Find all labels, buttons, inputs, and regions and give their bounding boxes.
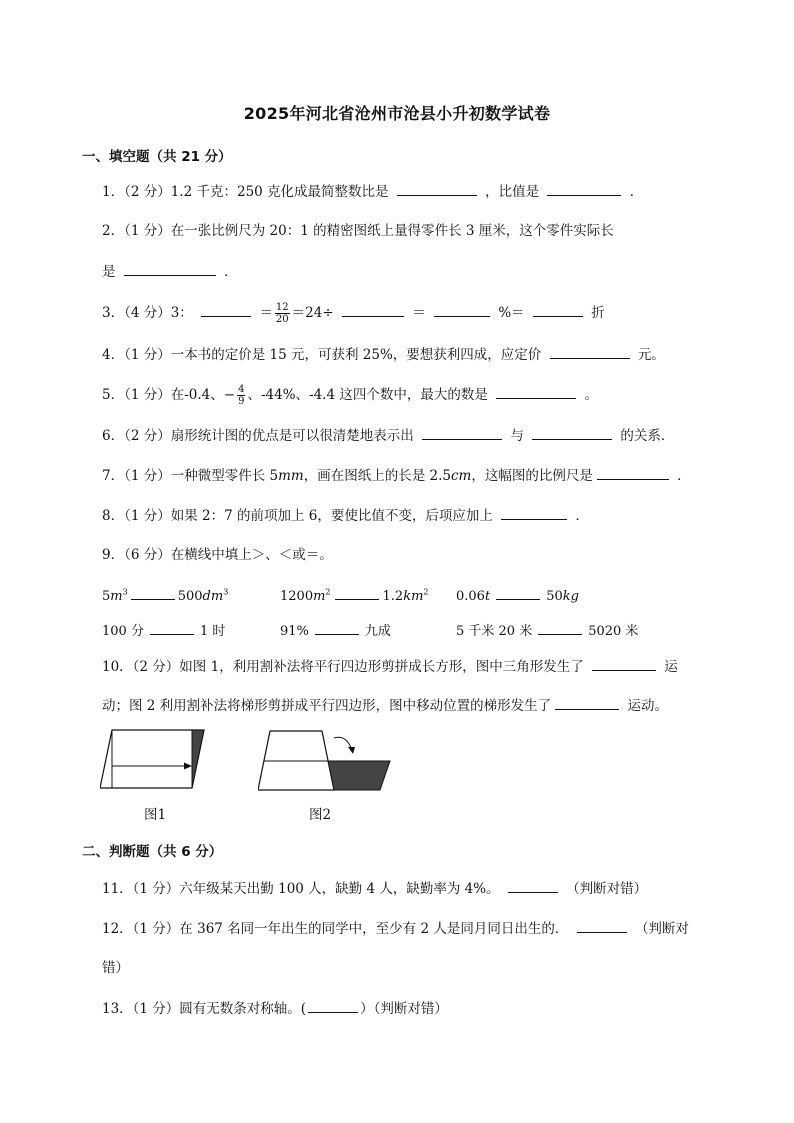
compare-item: 91% 九成	[280, 620, 391, 639]
question-text: 6．（2 分）扇形统计图的优点是可以很清楚地表示出	[102, 428, 414, 444]
compare-item: $5m^3$ $500dm^3$	[102, 585, 228, 604]
answer-blank[interactable]	[496, 585, 540, 600]
question-text: 13．（1 分）圆有无数条对称轴。(	[102, 1001, 307, 1017]
answer-blank[interactable]	[397, 181, 477, 196]
figure-2-caption: 图2	[309, 807, 332, 823]
question-6	[102, 425, 674, 446]
answer-blank[interactable]	[308, 998, 358, 1013]
answer-blank[interactable]	[315, 620, 359, 635]
question-text: 折	[591, 305, 605, 321]
compare-item: 100 分 1 时	[102, 620, 225, 639]
question-text: ，这幅图的比例尺是	[471, 468, 593, 484]
answer-blank[interactable]	[131, 585, 175, 600]
question-text: 。	[584, 387, 598, 403]
question-text: 9．（6 分）在横线中填上＞、＜或＝。	[102, 547, 333, 563]
question-4	[102, 344, 665, 365]
answer-blank[interactable]	[538, 620, 582, 635]
question-text: ＝24÷	[291, 305, 334, 321]
answer-blank[interactable]	[201, 302, 251, 317]
question-text: 7．（1 分）一种微型零件长 5	[102, 468, 279, 484]
question-text: 运动。	[627, 698, 668, 714]
answer-blank[interactable]	[597, 465, 669, 480]
question-2-cont	[102, 261, 238, 282]
question-10-cont	[102, 695, 668, 716]
question-12-cont	[102, 958, 129, 978]
answer-blank[interactable]	[124, 261, 216, 276]
answer-blank[interactable]	[335, 585, 379, 600]
answer-blank[interactable]	[150, 620, 194, 635]
question-text: 10．（2 分）如图 1，利用割补法将平行四边形剪拼成长方形，图中三角形发生了	[102, 659, 584, 675]
question-text: 是	[102, 264, 116, 280]
question-text: ．	[629, 184, 644, 200]
compare-item: 0.06t 50kg	[456, 585, 579, 604]
question-text: 的关系．	[620, 428, 675, 444]
question-text: 错）	[102, 960, 129, 976]
answer-blank[interactable]	[533, 302, 583, 317]
question-text: 4．（1 分）一本书的定价是 15 元，可获利 25%，要想获利四成，应定价	[102, 347, 542, 363]
question-text: 1．（2 分）1.2 千克：250 克化成最简整数比是	[102, 184, 389, 200]
question-3	[102, 302, 605, 325]
question-text: ，比值是	[485, 184, 540, 200]
question-7	[102, 465, 691, 486]
answer-blank[interactable]	[422, 425, 502, 440]
question-text: 与	[510, 428, 524, 444]
answer-blank[interactable]	[434, 302, 490, 317]
answer-blank[interactable]	[342, 302, 404, 317]
question-text: 、-44%、-4.4 这四个数中，最大的数是	[247, 387, 488, 403]
question-2	[102, 221, 614, 241]
question-1	[102, 181, 643, 202]
question-text: ．	[575, 508, 589, 524]
question-text: %＝	[498, 305, 525, 321]
answer-blank[interactable]	[547, 181, 621, 196]
question-text: ．	[224, 264, 238, 280]
answer-blank[interactable]	[555, 695, 619, 710]
answer-blank[interactable]	[532, 425, 612, 440]
unit-cm: cm	[450, 468, 472, 484]
answer-blank[interactable]	[577, 918, 627, 933]
figure-1-parallelogram	[100, 728, 210, 792]
figure-2-trapezoid	[258, 726, 394, 794]
question-text: ＝	[412, 305, 426, 321]
question-text: ）（判断对错）	[360, 1001, 448, 1017]
figure-1-caption: 图1	[144, 807, 167, 823]
page-title: 2025年河北省沧州市沧县小升初数学试卷	[243, 104, 551, 123]
question-text: （判断对错）	[566, 881, 648, 897]
question-text: 5．（1 分）在-0.4、	[102, 387, 224, 403]
compare-item: 5 千米 20 米 5020 米	[456, 620, 638, 639]
unit-mm: mm	[278, 468, 304, 484]
question-12	[102, 918, 689, 939]
question-text: 动；图 2 利用割补法将梯形剪拼成平行四边形，图中移动位置的梯形发生了	[102, 698, 552, 714]
question-11	[102, 878, 647, 899]
question-text: 元。	[637, 347, 665, 363]
compare-item: $1200m^2$ $1.2km^2$	[280, 585, 429, 604]
question-text: 8．（1 分）如果 2：7 的前项加上 6，要使比值不变，后项应加上	[102, 508, 493, 524]
question-10	[102, 656, 678, 677]
question-text: 12．（1 分）在 367 名同一年出生的同学中，至少有 2 人是同月同日出生的．	[102, 921, 569, 937]
question-text: 2．（1 分）在一张比例尺为 20：1 的精密图纸上量得零件长 3 厘米，这个零件实际长	[102, 223, 614, 239]
question-text: 3．（4 分）3：	[102, 305, 193, 321]
question-9	[102, 545, 333, 565]
minus-sign: −	[223, 387, 236, 403]
question-5	[102, 384, 598, 407]
question-text: 11．（1 分）六年级某天出勤 100 人，缺勤 4 人，缺勤率为 4%。	[102, 881, 500, 897]
question-8	[102, 505, 589, 526]
question-text: ．	[677, 468, 691, 484]
fraction: $\frac{12}{20}$	[275, 302, 289, 325]
question-text: 运	[664, 659, 678, 675]
answer-blank[interactable]	[501, 505, 567, 520]
answer-blank[interactable]	[550, 344, 630, 359]
question-text: ＝	[259, 305, 273, 321]
answer-blank[interactable]	[496, 384, 576, 399]
section-heading-true-false: 二、判断题（共 6 分）	[82, 844, 223, 860]
answer-blank[interactable]	[592, 656, 656, 671]
fraction: $\frac{4}{9}$	[238, 384, 245, 407]
question-text: ，画在图纸上的长是 2.5	[303, 468, 451, 484]
section-heading-fill-in: 一、填空题（共 21 分）	[82, 149, 232, 165]
answer-blank[interactable]	[508, 878, 558, 893]
question-text: （判断对	[634, 921, 689, 937]
question-13	[102, 998, 448, 1019]
